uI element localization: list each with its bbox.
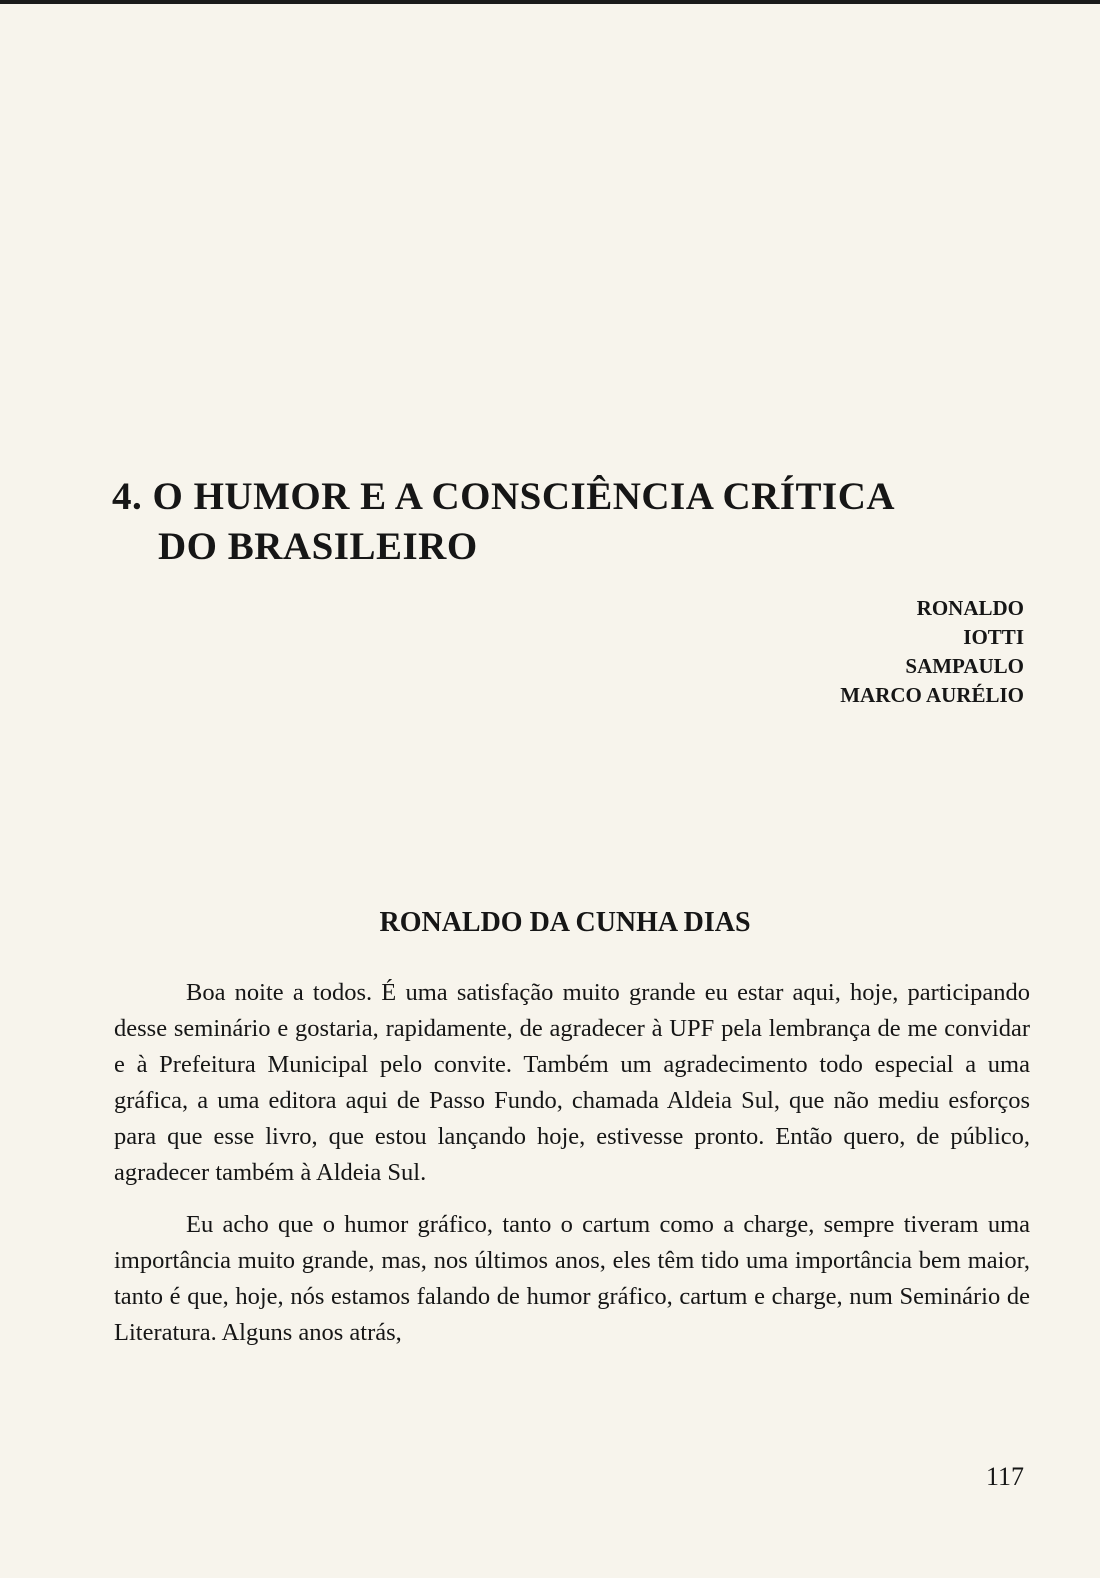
author-name: MARCO AURÉLIO <box>840 683 1024 707</box>
page-number: 117 <box>985 1462 1024 1491</box>
author-list <box>840 594 1024 710</box>
chapter-title <box>112 472 1042 572</box>
body-paragraph: Eu acho que o humor gráfico, tanto o cartum como a charge, sempre tiveram uma importância muito grande, mas, nos últimos anos, eles têm tido uma importância bem maior, tanto é que, hoje, nós estamos falando de humor gráfico, cartum e charge, num Seminário de Literatura. Alguns anos atrás, <box>114 1211 1030 1346</box>
author-name: IOTTI <box>963 625 1024 649</box>
body-text <box>114 975 1030 1367</box>
chapter-title-line-2: DO BRASILEIRO <box>158 525 478 568</box>
author-name: SAMPAULO <box>905 654 1024 678</box>
scan-top-edge <box>0 0 1100 4</box>
section-heading: RONALDO DA CUNHA DIAS <box>379 907 751 938</box>
chapter-title-line-1: 4. O HUMOR E A CONSCIÊNCIA CRÍTICA <box>112 475 896 518</box>
author-name: RONALDO <box>916 596 1024 620</box>
body-paragraph: Boa noite a todos. É uma satisfação muito grande eu estar aqui, hoje, participando desse seminário e gostaria, rapidamente, de agradecer à UPF pela lembrança de me convidar e à Prefeitura Municipal pelo convite. Também um agradecimento todo especial a uma gráfica, a uma editora aqui de Passo Fundo, chamada Aldeia Sul, que não mediu esforços para que esse livro, que estou lançando hoje, estivesse pronto. Então quero, de público, agradecer também à Aldeia Sul. <box>114 979 1030 1186</box>
